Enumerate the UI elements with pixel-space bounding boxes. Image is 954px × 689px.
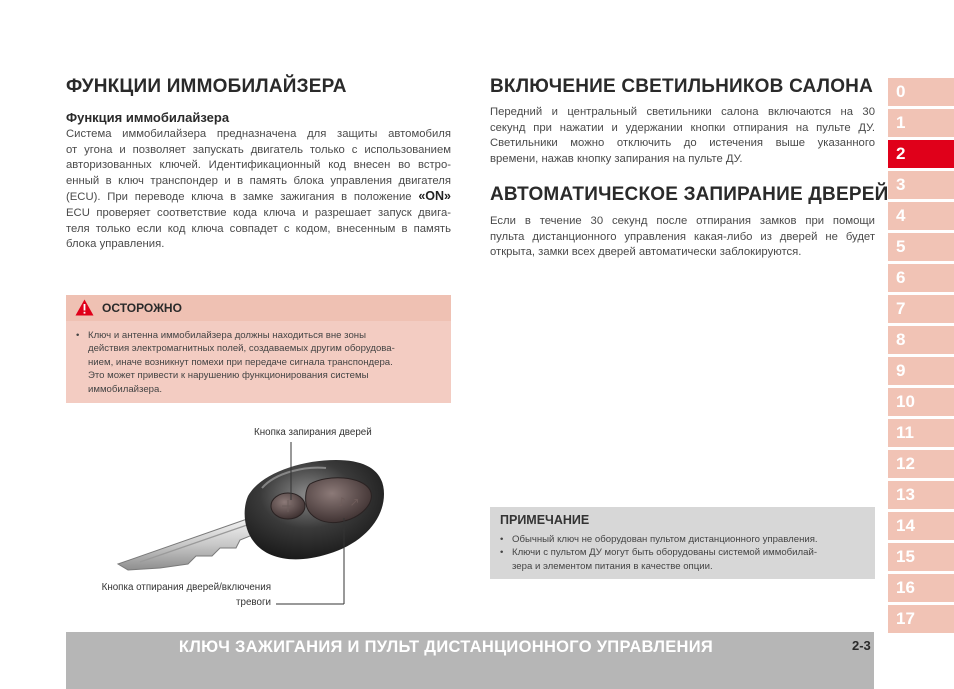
chapter-tab-7[interactable]: 7 <box>888 295 954 323</box>
chapter-tab-12[interactable]: 12 <box>888 450 954 478</box>
chapter-tab-16[interactable]: 16 <box>888 574 954 602</box>
text-line: енный в ключ транспондер и в память блока управления двигателя <box>66 174 451 187</box>
note-item: • Ключи с пультом ДУ могут быть оборудованы системой иммобилай- <box>500 547 818 559</box>
text-line: ECU проверяет соответствие кода ключа и разрешает запуск двига- <box>66 206 451 219</box>
warning-icon <box>75 299 94 316</box>
caution-line: • Ключ и антенна иммобилайзера должны находиться вне зоны <box>76 330 366 341</box>
chapter-tab-13[interactable]: 13 <box>888 481 954 509</box>
text-line: Светильники можно отключить до истечения выше указанного <box>490 137 875 150</box>
text-line: Система иммобилайзера предназначена для защиты автомобиля <box>66 128 451 140</box>
chapter-tab-5[interactable]: 5 <box>888 233 954 261</box>
text-line: открыта, замки всех дверей автоматически заблокируются. <box>490 246 802 259</box>
caution-box <box>66 295 451 403</box>
chapter-tab-6[interactable]: 6 <box>888 264 954 292</box>
note-box <box>490 507 875 579</box>
note-list <box>500 533 818 573</box>
chapter-tab-11[interactable]: 11 <box>888 419 954 447</box>
chapter-tab-1[interactable]: 1 <box>888 109 954 137</box>
label-unlock-button <box>66 580 271 610</box>
caution-header <box>66 295 451 321</box>
note-item-continued: зера и элементом питания в качестве опции. <box>512 560 713 572</box>
text-line: авторизованных ключей. Идентификационный код внесен во встро- <box>66 159 451 172</box>
chapter-tab-14[interactable]: 14 <box>888 512 954 540</box>
label-unlock-line: тревоги <box>236 597 271 608</box>
text-line: (ECU). При переводе ключа в замке зажигания в положение «ON» <box>66 189 451 204</box>
on-position-label: «ON» <box>418 189 451 204</box>
chapter-tab-15[interactable]: 15 <box>888 543 954 571</box>
section-title-interior-lights: ВКЛЮЧЕНИЕ СВЕТИЛЬНИКОВ САЛОНА <box>490 76 874 97</box>
label-lock-button: Кнопка запирания дверей <box>254 427 372 438</box>
chapter-tab-10[interactable]: 10 <box>888 388 954 416</box>
text-line: времени, нажав кнопку запирания на пульте ДУ. <box>490 152 743 165</box>
chapter-tab-0[interactable]: 0 <box>888 78 954 106</box>
chapter-tab-17[interactable]: 17 <box>888 605 954 633</box>
bullet: • <box>500 534 504 545</box>
section-title-auto-lock: АВТОМАТИЧЕСКОЕ ЗАПИРАНИЕ ДВЕРЕЙ <box>490 184 889 205</box>
bullet: • <box>500 547 504 559</box>
immobilizer-paragraph <box>66 127 451 253</box>
text-line: секунд при нажатии и удержании кнопки отпирания на пульте ДУ. <box>490 121 875 134</box>
text-line: Передний и центральный светильники салона включаются на 30 <box>490 106 875 118</box>
note-title: ПРИМЕЧАНИЕ <box>500 513 590 527</box>
footer-bar <box>66 632 874 689</box>
unlock-button-glyph: ♪ ↗ <box>338 495 360 509</box>
caution-line: действия электромагнитных полей, создаваемых другим оборудова- <box>88 343 395 355</box>
chapter-tab-8[interactable]: 8 <box>888 326 954 354</box>
auto-lock-paragraph <box>490 214 875 261</box>
chapter-title: КЛЮЧ ЗАЖИГАНИЯ И ПУЛЬТ ДИСТАНЦИОННОГО УПРАВЛЕНИЯ <box>178 638 714 656</box>
text-line: блока управления. <box>66 238 165 251</box>
chapter-tab-2[interactable]: 2 <box>888 140 954 168</box>
chapter-tab-4[interactable]: 4 <box>888 202 954 230</box>
section-title-immobilizer: ФУНКЦИИ ИММОБИЛАЙЗЕРА <box>66 76 347 97</box>
text-line: от угона и позволяет запускать двигатель только с использованием <box>66 143 451 156</box>
note-item: • Обычный ключ не оборудован пультом дистанционного управления. <box>500 534 818 545</box>
caution-list <box>76 329 395 396</box>
subsection-title: Функция иммобилайзера <box>66 110 230 125</box>
chapter-tab-3[interactable]: 3 <box>888 171 954 199</box>
text-line: теля только если код ключа совпадет с кодом, внесенным в память <box>66 222 451 235</box>
caution-line: нием, иначе возникнут помехи при передаче сигнала транспондера. <box>88 356 393 368</box>
caution-line: Это может привести к нарушению функционирования системы <box>88 370 369 382</box>
caution-line: иммобилайзера. <box>88 383 162 395</box>
label-unlock-line: Кнопка отпирания дверей/включения <box>101 582 271 593</box>
text-line: пульта дистанционного управления какая-либо из дверей не будет <box>490 230 875 243</box>
bullet: • <box>76 330 80 341</box>
chapter-tab-9[interactable]: 9 <box>888 357 954 385</box>
page-number: 2-3 <box>852 638 871 653</box>
caution-title: ОСТОРОЖНО <box>102 301 182 315</box>
interior-lights-paragraph <box>490 105 875 167</box>
text-line: Если в течение 30 секунд после отпирания замков при помощи <box>490 215 875 227</box>
